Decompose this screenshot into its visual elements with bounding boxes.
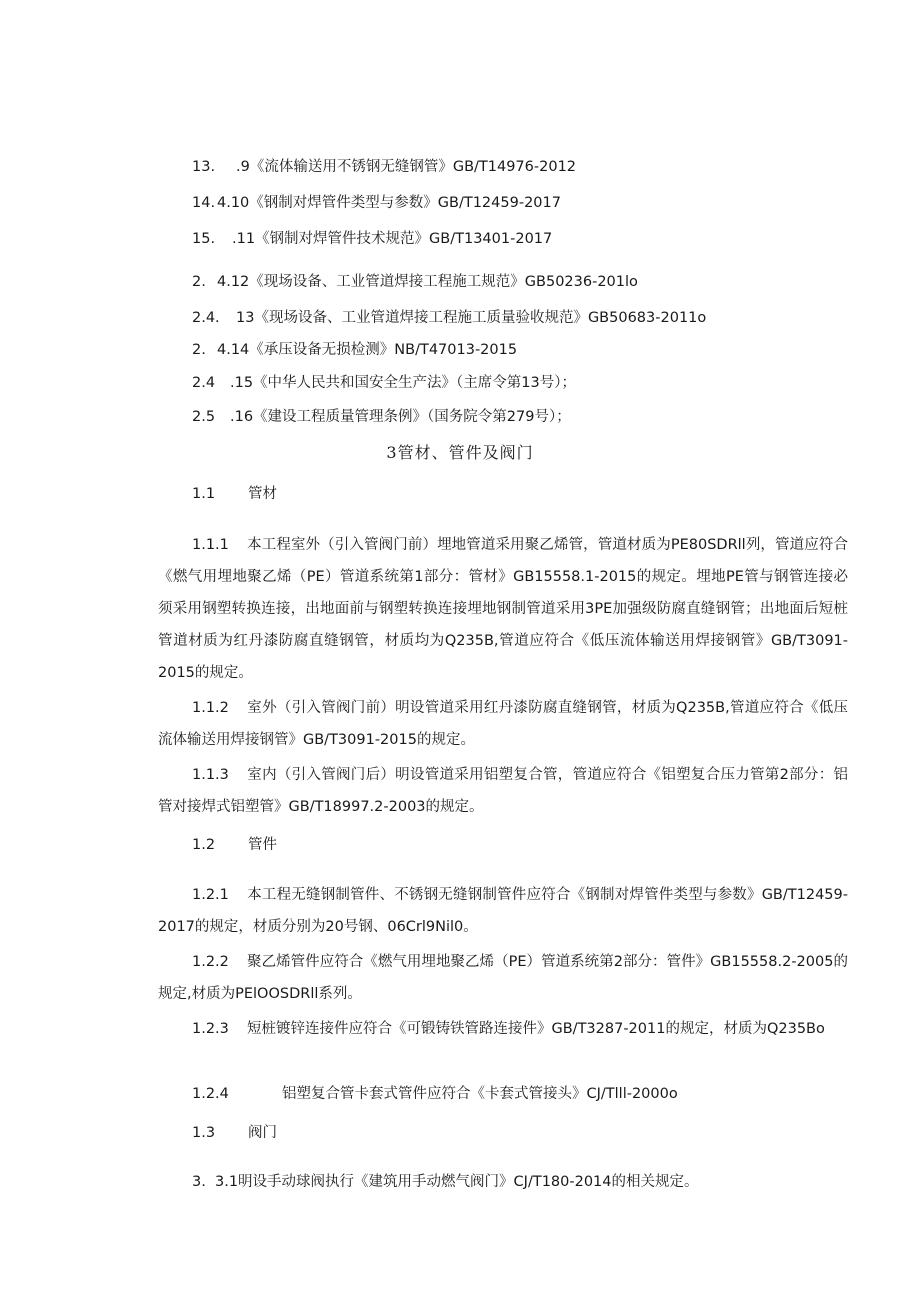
paragraph-1-2-4: 1.2.4 铝塑复合管卡套式管件应符合《卡套式管接头》CJ/Tlll-2000o: [192, 1086, 678, 1102]
reference-item: 2.4. 13《现场设备、工业管道焊接工程施工质量验收规范》GB50683-2011o: [192, 310, 707, 326]
reference-item: 2. 4.12《现场设备、工业管道焊接工程施工规范》GB50236-201lo: [192, 274, 638, 290]
reference-item: 2. 4.14《承压设备无损检测》NB/T47013-2015: [192, 342, 518, 358]
subsection-heading: 1.2 管件: [192, 837, 277, 853]
paragraph-1-1-2: 1.1.2 室外（引入管阀门前）明设管道采用红丹漆防腐直缝钢管，材质为Q235B,管道应符合《低压流体输送用焊接钢管》GB/T3091-2015的规定。: [158, 700, 848, 748]
paragraph-1-2-1: 1.2.1 本工程无缝钢制管件、不锈钢无缝钢制管件应符合《钢制对焊管件类型与参数》GB/T12459-2017的规定，材质分别为20号钢、06Crl9Nil0。: [158, 887, 848, 935]
reference-item: 15. .11《钢制对焊管件技术规范》GB/T13401-2017: [192, 231, 553, 247]
paragraph-1-2-3: 1.2.3 短桩镀锌连接件应符合《可锻铸铁管路连接件》GB/T3287-2011的规定，材质为Q235Bo: [192, 1021, 825, 1037]
paragraph-1-2-2: 1.2.2 聚乙烯管件应符合《燃气用埋地聚乙烯（PE）管道系统第2部分：管件》GB15558.2-2005的规定,材质为PElOOSDRll系列。: [158, 954, 848, 1002]
reference-item: 2.4 .15《中华人民共和国安全生产法》（主席令第13号）；: [192, 375, 577, 391]
reference-item: 2.5 .16《建设工程质量管理条例》（国务院令第279号）；: [192, 409, 571, 425]
reference-item: 13. .9《流体输送用不锈钢无缝钢管》GB/T14976-2012: [192, 159, 577, 175]
subsection-heading: 1.3 阀门: [192, 1125, 277, 1141]
subsection-heading: 1.1 管材: [192, 486, 277, 502]
paragraph-1-1-3: 1.1.3 室内（引入管阀门后）明设管道采用铝塑复合管，管道应符合《铝塑复合压力管第2部分：铝管对接焊式铝塑管》GB/T18997.2-2003的规定。: [158, 767, 848, 815]
paragraph-1-3-1: 3. 3.1明设手动球阀执行《建筑用手动燃气阀门》CJ/T180-2014的相关规定。: [192, 1174, 699, 1190]
section-title: 3管材、管件及阀门: [386, 443, 534, 462]
paragraph-1-1-1: 1.1.1 本工程室外（引入管阀门前）埋地管道采用聚乙烯管，管道材质为PE80SDRll列，管道应符合《燃气用埋地聚乙烯（PE）管道系统第1部分：管材》GB15558.1-2015的规定。埋地PE管与钢管连接必须采用钢塑转换连接，出地面前与钢塑转换连接埋地钢制管道采用3PE加强级防腐直缝钢管；出地面后短桩管道材质为红丹漆防腐直缝钢管，材质均为Q235B,管道应符合《低压流体输送用焊接钢管》GB/T3091-2015的规定。: [158, 537, 848, 681]
reference-item: 14. 4.10《钢制对焊管件类型与参数》GB/T12459-2017: [192, 195, 561, 211]
